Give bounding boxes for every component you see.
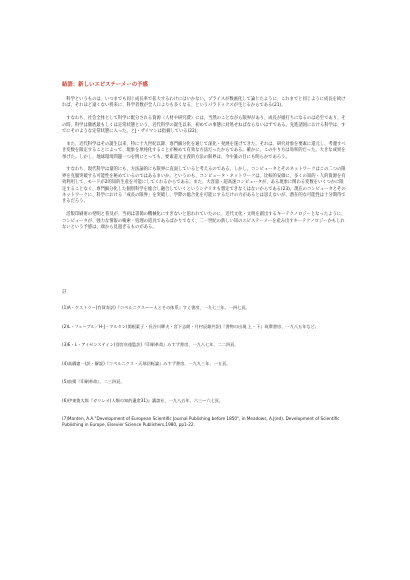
paragraph: また、近代科学はその誕生以来、特に十九世紀以降、専門細分化を通じて深化・発展を遂げてきた。それは、研究対象を要素に還元し、考慮すべき変数を限定することによって、現象を単純化することが極めて有効な方法だったからである。確かに、このやり方は効率的だった。大きな成果を挙げた。しかし、地球環境問題一つを例にとっても、要素還元主義的方法の限界は、今や誰の目にも明らかであろう。 [62, 141, 346, 160]
paragraph: すなわち、現代科学は量的にも、方法論的にも限界に直面していると考えるのである。しかし、コンピュータとそのネットワークはこの二つの限界を克服突破する可能性を秘めているのではあるまいか。というのも、コンピュータ・ネットワークは、比較的安価に、多くの知的・人的資源を有効利用して、モードが2的知的生産を可能にしてくれるからである。また、大容量・超高速コンピュータが、ある現象に関わる変数をいくつかに限定することなく、専門細分化した個別科学を総合し融合していくというシナリオも想定できなくはないからである(23)。現在のコンピュータとそのネットワークに、科学における「成長の限界」を突破し、学際の総合化を可能にするだけの力があるとは思えないが、潜在的な可能性は十分期待できるだろう。 [62, 167, 346, 205]
footnote: (2)L・フェーブル／H-J・マルタン(関根素子・長谷川輝夫・宮下志朗・月村辰雄共訳)『書物の出現 上・下』筑摩書房、一九八五年など。 [62, 323, 319, 329]
section-heading: 結語：新しいエピステーメーの予感 [62, 82, 148, 88]
footnote: (6)伊東俊太郎『ガリレオ(人類の知的遺産31)』講談社、一九八五年、六三—六七頁。 [62, 397, 224, 403]
footnote: (3)E・L・アイゼンステイン(別宮貞徳監訳)『印刷革命』みすず書房、一九八七年、二二四頁。 [62, 342, 239, 348]
paragraph: 科学というものは、いつまでも同じ成長率で拡大するわけにはいかない。プライスが数画化して論じたように、これまでと同じように成長を続ければ、それほど遠くない将来に、科学者数が全人口よりも多くなる、というパラドックスが生じるからである(21)。 [62, 97, 346, 109]
footnote: (1)A・ケストラー(有賀寿訳)『コペルニクス——人とその体系』すぐ書房、一九七三年、一四七頁。 [62, 305, 250, 311]
footnote: (7)Manten, A.A."Development of European Scientific Journal Publishing before 1850", in Meadows, A.J(ed), Development of Scientific Publishing in Europe, Elsevier Science Publishers,1980, pp1-22. [62, 416, 340, 428]
paragraph: 活版印刷術の発明と普及が、当初は書簡の機械化にすぎないと思われていたのに、近代文化・文明を創出するキーテクノロジーとなったように、コンピュータが、強力な情報の検索・処理の道具であるばかりでなく、二一世紀の新しい知のエピステーメーを産み出すキーテクノロジーかもしれないという予感は、端から見過ぎるものがある。 [62, 212, 346, 231]
footnote: (5)前掲『印刷革命』、二三四頁。 [62, 379, 125, 385]
footnote: (4)高橋憲一(訳・解説)『コペルニクス・天球回転論』みすず書房、一九九三年、一五頁。 [62, 360, 231, 366]
document-body [62, 82, 348, 441]
notes-heading: 註 [62, 290, 67, 296]
paragraph: すなわち、社会全体として科学に配分される資源（人材や研究費）には、当然のことながら限界があり、成長が頭打ちになるのは必至であり、その時、科学は徹底最もしくは定常状態という、近代科学の誕生以来、初めての事態に対処せねばならないはずである。先進諸国における科学は、すでにそのような定常状態に入った。とJ・ザイマンは指摘している(22)。 [62, 116, 346, 135]
